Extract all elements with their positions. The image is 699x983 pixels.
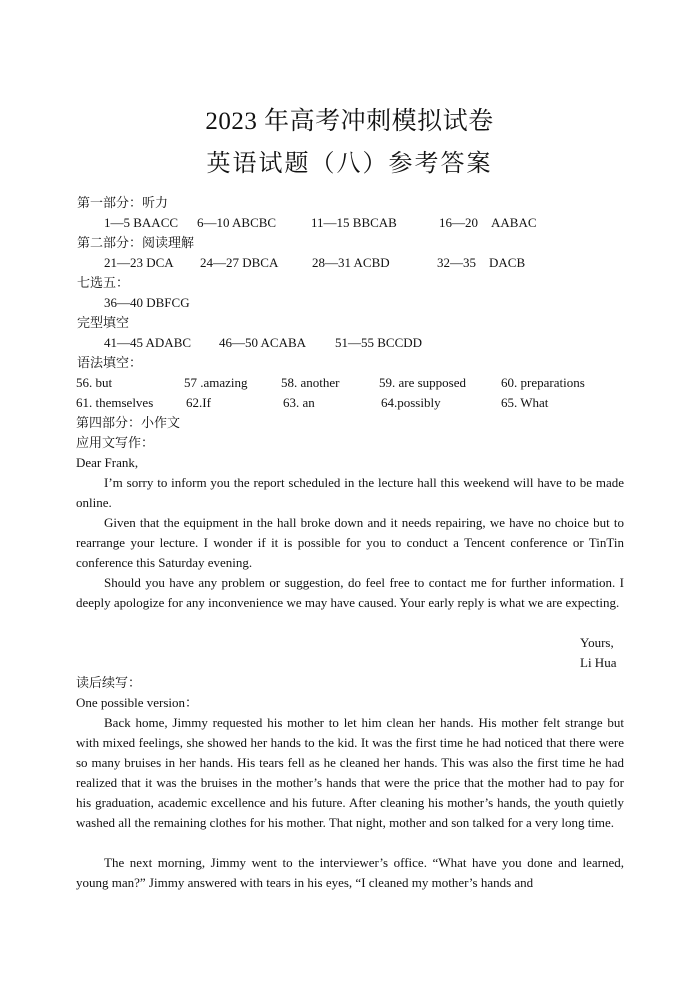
letter-paragraph-3: Should you have any problem or suggestion, do feel free to contact me for further information. I deeply apologize for any inconvenience we may have caused. Your early reply is what we are expecting. xyxy=(76,575,624,610)
continuation-paragraph-2: The next morning, Jimmy went to the interviewer’s office. “What have you done and learned, young man?” Jimmy answered with tears in his eyes, “I cleaned my mother’s hands and xyxy=(76,855,624,890)
answer-group: 16—20 AABAC xyxy=(439,215,537,230)
continuation-heading: 读后续写： xyxy=(76,675,142,690)
grammar-answer: 60. preparations xyxy=(501,375,585,390)
grammar-heading: 语法填空： xyxy=(77,355,143,370)
letter-paragraph-2: Given that the equipment in the hall broke down and it needs repairing, we have no choice but to rearrange your lecture. I wonder if it is possible for you to conduct a Tencent conference or TinTin conference this Saturday evening. xyxy=(76,515,624,570)
grammar-answer: 58. another xyxy=(281,375,340,390)
answer-group: 28—31 ACBD xyxy=(312,255,390,270)
letter-paragraph-1: I’m sorry to inform you the report scheduled in the lecture hall this weekend will have to be made online. xyxy=(76,475,624,510)
grammar-row-1 xyxy=(76,373,624,393)
cloze-answers xyxy=(104,333,624,353)
answer-group: 21—23 DCA xyxy=(104,255,174,270)
grammar-answer: 64.possibly xyxy=(381,395,441,410)
answer-group: 11—15 BBCAB xyxy=(311,215,397,230)
grammar-row-2 xyxy=(76,393,624,413)
part2-heading: 第二部分：阅读理解 xyxy=(77,235,195,250)
grammar-answer: 56. but xyxy=(76,375,113,390)
part1-answers xyxy=(104,213,624,233)
answer-group: 41—45 ADABC xyxy=(104,335,192,350)
answer-group: 51—55 BCCDD xyxy=(335,335,423,350)
grammar-answer: 57 .amazing xyxy=(184,375,248,390)
answer-group: 32—35 DACB xyxy=(437,255,526,270)
seven-choice-answer: 36—40 DBFCG xyxy=(104,295,190,310)
letter-signature: Li Hua xyxy=(580,655,617,670)
cloze-heading: 完型填空 xyxy=(77,315,130,330)
grammar-answer: 62.If xyxy=(186,395,211,410)
document-subtitle: 英语试题（八）参考答案 xyxy=(206,151,493,177)
seven-choice-heading: 七选五： xyxy=(77,275,130,290)
grammar-answer: 63. an xyxy=(283,395,315,410)
answer-group: 1—5 BAACC xyxy=(104,215,179,230)
answer-group: 46—50 ACABA xyxy=(219,335,307,350)
continuation-intro: One possible version： xyxy=(76,695,199,710)
answer-group: 6—10 ABCBC xyxy=(197,215,277,230)
grammar-answer: 61. themselves xyxy=(76,395,154,410)
part4-heading: 第四部分：小作文 xyxy=(76,415,181,430)
grammar-answer: 59. are supposed xyxy=(379,375,467,390)
letter-closing: Yours, xyxy=(580,635,614,650)
part1-heading: 第一部分：听力 xyxy=(77,195,169,210)
answer-group: 24—27 DBCA xyxy=(200,255,279,270)
grammar-answer: 65. What xyxy=(501,395,549,410)
continuation-paragraph-1: Back home, Jimmy requested his mother to let him clean her hands. His mother felt strange but with mixed feelings, she showed her hands to the kid. It was the first time he had noticed that there were so many bruises in her hands. His tears fell as he cleaned her hands. This was also the first time he had realized that it was the bruises in the mother’s hands that were the price that the mother had to pay for his graduation, academic excellence and his future. After cleaning his mother’s hands, the youth quietly washed all the remaining clothes for his mother. That night, mother and son talked for a very long time. xyxy=(76,715,624,830)
document-title: 2023 年高考冲刺模拟试卷 xyxy=(205,108,494,135)
practical-writing-heading: 应用文写作： xyxy=(76,435,155,450)
letter-salutation: Dear Frank, xyxy=(76,455,139,470)
part2-answers xyxy=(104,253,624,273)
